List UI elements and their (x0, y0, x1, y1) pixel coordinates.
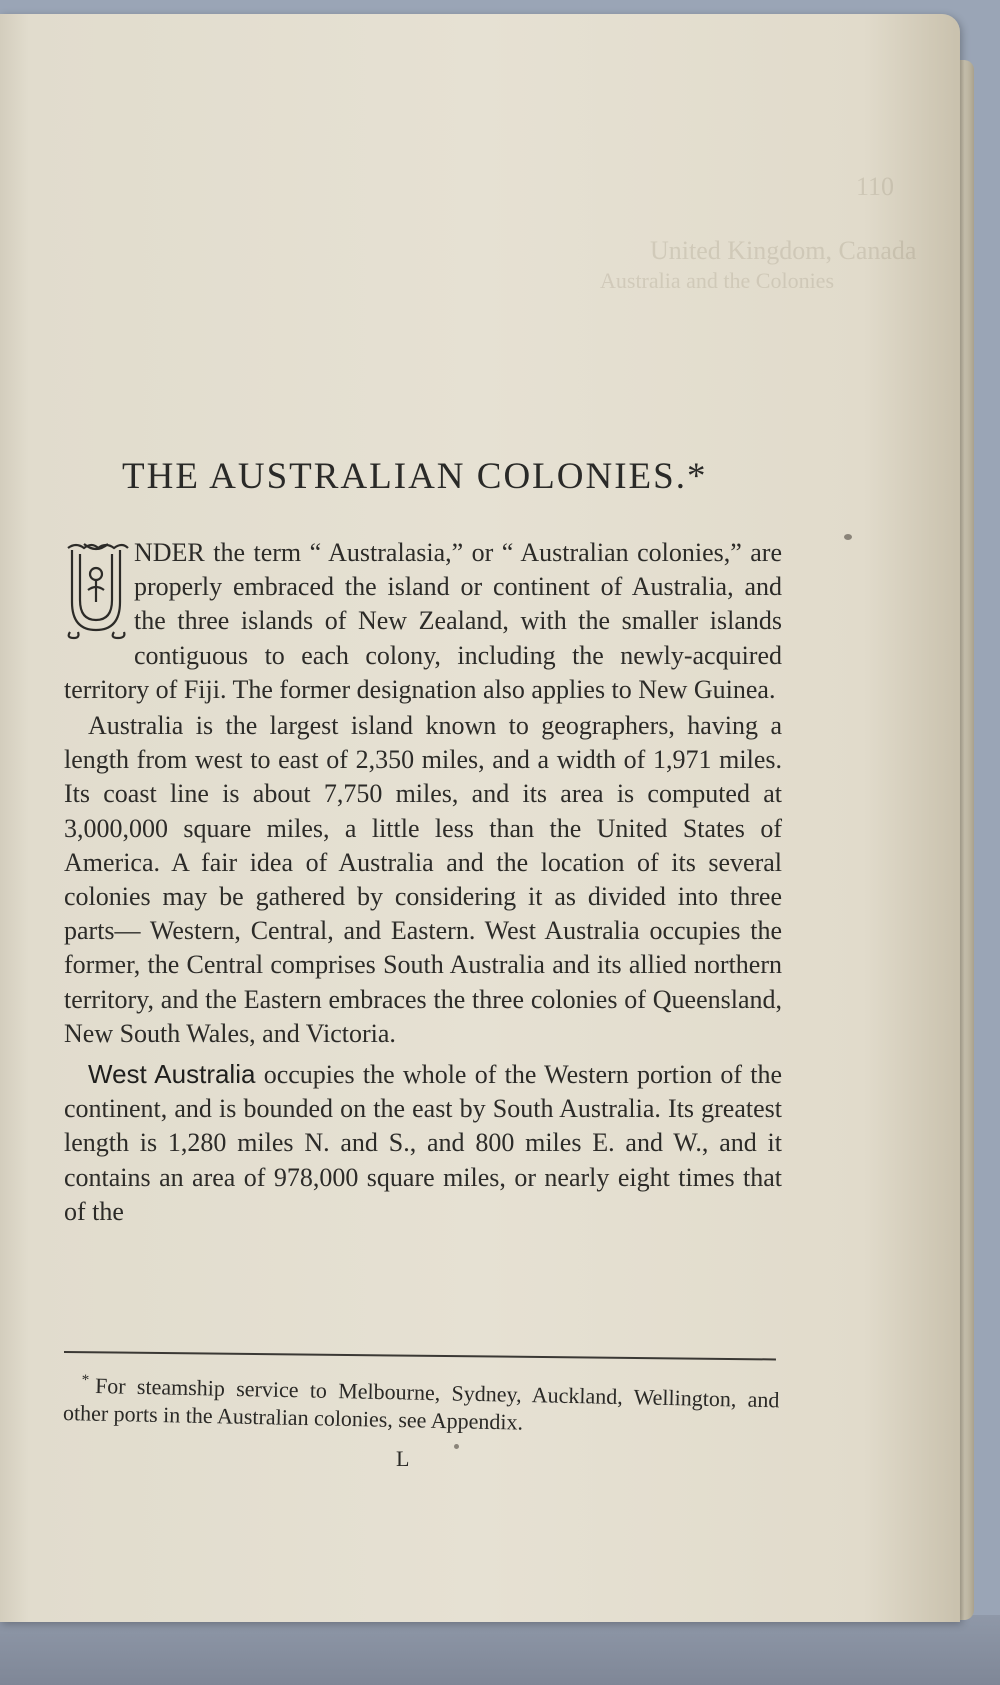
footnote-text: For steamship service to Melbourne, Sydney, Auckland, Wellington, and other ports in the Australian colonies, see Appendix. (62, 1372, 780, 1435)
paragraph-text: occupies the whole of the Western portion of the continent, and is bounded on the east by South Australia. Its greatest length is 1,280 miles N. and S., and 800 miles E. and W., and it contains an area of 978,000 square miles, or nearly eight times that of the (64, 1060, 782, 1226)
body-text (64, 536, 782, 1229)
paragraph (64, 1057, 782, 1229)
paper-speck (454, 1444, 459, 1449)
signature-mark: L (396, 1446, 410, 1471)
footnote-mark: * (81, 1372, 90, 1389)
paragraph-text: NDER the term “ Australasia,” or “ Australian colonies,” are properly embraced the island or continent of Australia, and the three islands of New Zealand, with the smaller islands contiguous to each colony, including the newly-acquired territory of Fiji. The former designation also applies to New Guinea. (64, 538, 782, 704)
bleed-through-line: Australia and the Colonies (600, 268, 835, 293)
ornamental-dropcap-icon (64, 540, 130, 640)
paragraph (64, 536, 782, 707)
bleed-through-line: United Kingdom, Canada (650, 236, 917, 265)
page-edge (958, 60, 974, 1620)
paper-speck (844, 534, 852, 540)
chapter-title: THE AUSTRALIAN COLONIES.* (122, 456, 708, 497)
run-in-heading: West Australia (88, 1059, 256, 1090)
bleed-through-page-number: 110 (856, 172, 895, 201)
table-surface (0, 1615, 1000, 1685)
paragraph: Australia is the largest island known to geographers, having a length from west to east of 2,350 miles, and a width of 1,971 miles. Its coast line is about 7,750 miles, and its area is computed at 3,000,000 square miles, a little less than the United States of America. A fair idea of Australia and the location of its several colonies may be gathered by considering it as divided into three parts— Western, Central, and Eastern. West Australia occupies the former, the Central comprises South Australia and its allied northern territory, and the Eastern embraces the three colonies of Queensland, New South Wales, and Victoria. (64, 711, 782, 1048)
